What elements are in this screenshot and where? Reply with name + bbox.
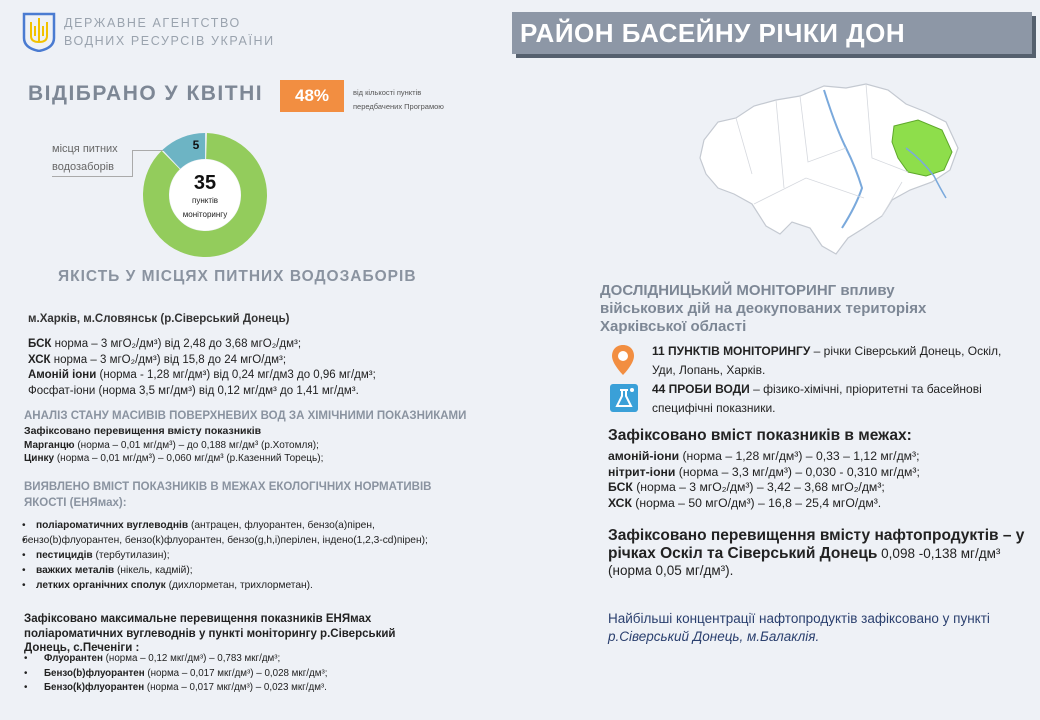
list-item: • Бензо(k)флуорантен (норма – 0,017 мкг/дм³) – 0,023 мкг/дм³. <box>24 681 327 696</box>
research-points: 11 ПУНКТІВ МОНІТОРИНГУ – річки Сіверський Донець, Оскіл, Уди, Лопань, Харків. <box>652 344 1002 377</box>
percent-badge: 48% <box>280 80 344 112</box>
research-samples: 44 ПРОБИ ВОДИ – фізико-хімічні, пріоритетні та басейнові специфічні показники. <box>652 382 982 415</box>
max-exceedance-list <box>24 652 327 696</box>
agency-name: ДЕРЖАВНЕ АГЕНТСТВО ВОДНИХ РЕСУРСІВ УКРАЇНИ <box>64 16 275 48</box>
ukraine-map <box>696 78 962 262</box>
coat-of-arms-icon <box>22 12 56 52</box>
list-item: • важких металів (нікель, кадмій); <box>22 563 428 578</box>
quality-values: БСК норма – 3 мгО₂/дм³) від 2,48 до 3,68 мгО₂/дм³; ХСК норма – 3 мгО₂/дм³) від 15,8 до 24 мгО/дм³; Амоній іони (норма - 1,28 мг/дм³) від 0,24 мг/дм3 до 0,96 мг/дм³; Фосфат-іони (норма 3,5 мг/дм³) від 0,12 мг/дм³ до 1,41 мг/дм³. <box>28 338 376 397</box>
highest-concentration-text: Найбільші концентрації нафтопродуктів зафіксовано у пункті р.Сіверський Донець, м.Балаклія. <box>608 611 990 644</box>
eny-list <box>22 518 428 593</box>
list-item: • пестицидів (тербутилазин); <box>22 548 428 563</box>
list-item: • летких органічних сполук (дихлорметан, трихлорметан). <box>22 578 428 593</box>
page-title: РАЙОН БАСЕЙНУ РІЧКИ ДОН <box>512 12 1032 54</box>
list-item: • поліароматичних вуглеводнів (антрацен, флуорантен, бензо(а)пірен, <box>22 518 428 533</box>
list-item: • Бензо(b)флуорантен (норма – 0,017 мкг/дм³) – 0,028 мкг/дм³; <box>24 667 327 682</box>
donut-center-value: 35 <box>193 172 217 194</box>
quality-heading: ЯКІСТЬ У МІСЦЯХ ПИТНИХ ВОДОЗАБОРІВ <box>58 268 417 285</box>
max-exceedance-text: Зафіксовано максимальне перевищення показників ЕНЯмах поліароматичних вуглеводнів у пункті моніторингу р.Сіверський Донець, с.Печеніги : <box>24 613 396 654</box>
fixed-values: амоній-іони (норма – 1,28 мг/дм³) – 0,33 – 1,12 мг/дм³; нітрит-іони (норма – 3,3 мг/дм³) – 0,030 - 0,310 мг/дм³; БСК (норма – 3 мгО₂/дм³) – 3,42 – 3,68 мгО₂/дм³; ХСК (норма – 50 мгО/дм³) – 16,8 – 25,4 мгО/дм³. <box>608 449 920 510</box>
percent-note: від кількості пунктів передбачених Програмою <box>353 88 444 111</box>
eny-heading: ВИЯВЛЕНО ВМІСТ ПОКАЗНИКІВ В МЕЖАХ ЕКОЛОГІЧНИХ НОРМАТИВІВ ЯКОСТІ (ЕНЯмах): <box>24 481 432 509</box>
flask-icon <box>608 382 640 414</box>
donut-small-value: 5 <box>192 138 200 152</box>
fixed-heading: Зафіксовано вміст показників в межах: <box>608 427 912 444</box>
quality-cities: м.Харків, м.Словянськ (р.Сіверський Донець) <box>28 313 290 325</box>
oil-excess-text: Зафіксовано перевищення вмісту нафтопродуктів – у річках Оскіл та Сіверський Донець 0,098 -0,138 мг/дм³ (норма 0,05 мг/дм³). <box>608 527 1025 578</box>
donut-callout-label: місця питних водозаборів <box>52 143 118 173</box>
analysis-body: Зафіксовано перевищення вмісту показників Марганцю (норма – 0,01 мг/дм³) – до 0,188 мг/дм³ (р.Хотомля); Цинку (норма – 0,01 мг/дм³) – 0,060 мг/дм³ (р.Казенний Торець); <box>24 425 324 464</box>
analysis-heading: АНАЛІЗ СТАНУ МАСИВІВ ПОВЕРХНЕВИХ ВОД ЗА ХІМІЧНИМИ ПОКАЗНИКАМИ <box>24 410 467 422</box>
selected-title: ВІДІБРАНО У КВІТНІ <box>28 82 264 105</box>
donut-center-label: пунктів моніторингу <box>182 196 228 219</box>
map-pin-icon <box>610 344 636 376</box>
callout-line <box>132 150 133 177</box>
list-item: • бензо(b)флуорантен, бензо(k)флуорантен, бензо(g,h,i)перілен, індено(1,2,3-cd)пірен); <box>22 533 428 548</box>
list-item: • Флуорантен (норма – 0,12 мкг/дм³) – 0,783 мкг/дм³; <box>24 652 327 667</box>
research-heading: ДОСЛІДНИЦЬКИЙ МОНІТОРИНГ впливу військових дій на деокупованих територіях Харківської області <box>600 282 927 335</box>
callout-line <box>52 176 132 177</box>
agency-header <box>22 12 275 52</box>
